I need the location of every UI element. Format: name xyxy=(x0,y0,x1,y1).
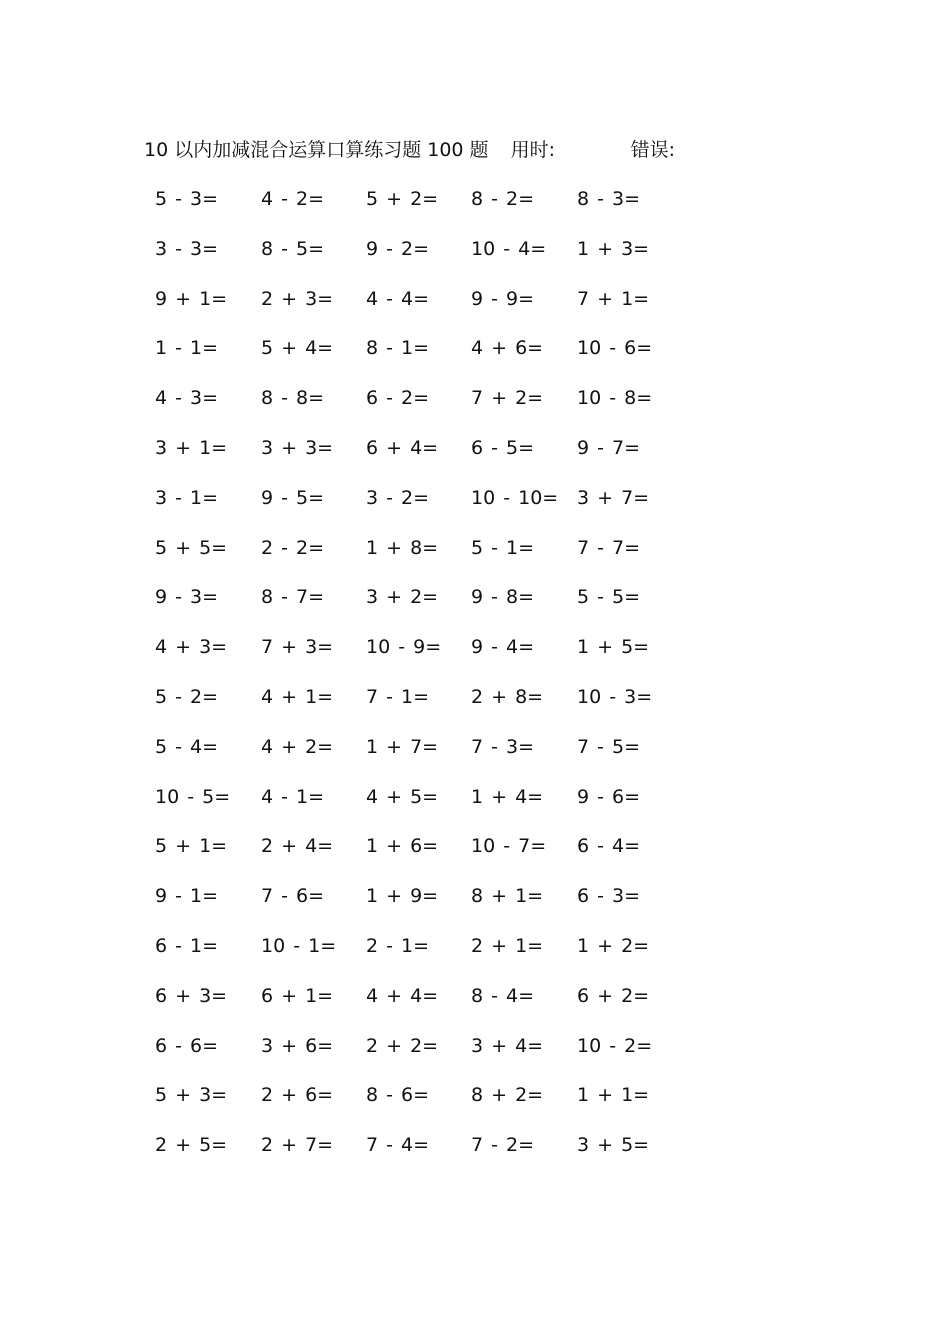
arithmetic-problem: 3 + 7= xyxy=(577,486,650,509)
arithmetic-problem: 6 + 1= xyxy=(261,984,334,1007)
arithmetic-problem: 2 + 2= xyxy=(366,1034,439,1057)
arithmetic-problem: 1 - 1= xyxy=(155,337,219,360)
arithmetic-problem: 9 - 7= xyxy=(577,436,641,459)
arithmetic-problem: 10 - 6= xyxy=(577,337,653,360)
arithmetic-problem: 7 + 2= xyxy=(471,387,544,410)
arithmetic-problem: 10 - 9= xyxy=(366,636,442,659)
arithmetic-problem: 9 - 1= xyxy=(155,885,219,908)
arithmetic-problem: 5 + 2= xyxy=(366,188,439,210)
arithmetic-problem: 6 + 4= xyxy=(366,436,439,459)
arithmetic-problem: 8 + 2= xyxy=(471,1084,544,1107)
arithmetic-problem: 4 + 2= xyxy=(261,735,334,758)
errors-label: 错误: xyxy=(630,139,675,161)
worksheet-title: 10 以内加减混合运算口算练习题 100 题 xyxy=(144,139,489,161)
arithmetic-problem: 3 + 1= xyxy=(155,436,228,459)
arithmetic-problem: 4 - 2= xyxy=(261,188,325,210)
arithmetic-problem: 10 - 2= xyxy=(577,1034,653,1057)
arithmetic-problem: 5 + 3= xyxy=(155,1084,228,1107)
arithmetic-problem: 7 - 4= xyxy=(366,1134,430,1157)
arithmetic-problem: 5 - 5= xyxy=(577,586,641,609)
arithmetic-problem: 10 - 3= xyxy=(577,685,653,708)
arithmetic-problem: 9 - 4= xyxy=(471,636,535,659)
arithmetic-problem: 5 + 5= xyxy=(155,536,228,559)
arithmetic-problem: 1 + 8= xyxy=(366,536,439,559)
arithmetic-problem: 6 - 4= xyxy=(577,835,641,858)
arithmetic-problem: 8 - 4= xyxy=(471,984,535,1007)
arithmetic-problem: 6 - 3= xyxy=(577,885,641,908)
arithmetic-problem: 8 - 2= xyxy=(471,188,535,210)
arithmetic-problem: 8 - 8= xyxy=(261,387,325,410)
arithmetic-problem: 3 + 2= xyxy=(366,586,439,609)
arithmetic-problem: 6 + 3= xyxy=(155,984,228,1007)
arithmetic-problem: 4 + 3= xyxy=(155,636,228,659)
arithmetic-problem: 2 + 1= xyxy=(471,934,544,957)
arithmetic-problem: 1 + 7= xyxy=(366,735,439,758)
arithmetic-problem: 4 - 3= xyxy=(155,387,219,410)
arithmetic-problem: 6 - 6= xyxy=(155,1034,219,1057)
arithmetic-problem: 7 + 3= xyxy=(261,636,334,659)
arithmetic-problem: 5 - 1= xyxy=(471,536,535,559)
arithmetic-problem: 9 + 1= xyxy=(155,287,228,310)
arithmetic-problem: 6 - 1= xyxy=(155,934,219,957)
arithmetic-problem: 6 + 2= xyxy=(577,984,650,1007)
arithmetic-problem: 3 + 3= xyxy=(261,436,334,459)
arithmetic-problem: 3 + 6= xyxy=(261,1034,334,1057)
arithmetic-problem: 9 - 3= xyxy=(155,586,219,609)
arithmetic-problem: 8 - 5= xyxy=(261,237,325,260)
arithmetic-problem: 6 - 5= xyxy=(471,436,535,459)
arithmetic-problem: 7 - 7= xyxy=(577,536,641,559)
arithmetic-problem: 10 - 7= xyxy=(471,835,547,858)
arithmetic-problem: 8 - 1= xyxy=(366,337,430,360)
arithmetic-problem: 5 + 4= xyxy=(261,337,334,360)
arithmetic-problem: 4 + 6= xyxy=(471,337,544,360)
arithmetic-problem: 1 + 5= xyxy=(577,636,650,659)
arithmetic-problem: 2 + 7= xyxy=(261,1134,334,1157)
arithmetic-problem: 3 + 4= xyxy=(471,1034,544,1057)
arithmetic-problem: 2 + 3= xyxy=(261,287,334,310)
arithmetic-problem: 2 - 1= xyxy=(366,934,430,957)
arithmetic-problem: 9 - 9= xyxy=(471,287,535,310)
time-used-label: 用时: xyxy=(510,139,555,161)
arithmetic-problem: 1 + 1= xyxy=(577,1084,650,1107)
arithmetic-problem: 7 + 1= xyxy=(577,287,650,310)
arithmetic-problem: 10 - 10= xyxy=(471,486,559,509)
arithmetic-problem: 7 - 1= xyxy=(366,685,430,708)
arithmetic-problem: 1 + 2= xyxy=(577,934,650,957)
arithmetic-problem: 4 - 1= xyxy=(261,785,325,808)
arithmetic-problem: 10 - 4= xyxy=(471,237,547,260)
arithmetic-problem: 2 + 5= xyxy=(155,1134,228,1157)
arithmetic-problem: 2 + 8= xyxy=(471,685,544,708)
arithmetic-problem: 9 - 2= xyxy=(366,237,430,260)
arithmetic-problem: 5 + 1= xyxy=(155,835,228,858)
arithmetic-problem: 5 - 2= xyxy=(155,685,219,708)
arithmetic-problem: 9 - 5= xyxy=(261,486,325,509)
arithmetic-problem: 5 - 3= xyxy=(155,188,219,210)
arithmetic-problem: 9 - 6= xyxy=(577,785,641,808)
arithmetic-problem: 4 + 1= xyxy=(261,685,334,708)
arithmetic-problem: 1 + 4= xyxy=(471,785,544,808)
arithmetic-problem: 10 - 5= xyxy=(155,785,231,808)
arithmetic-problem: 8 - 3= xyxy=(577,188,641,210)
arithmetic-problem: 10 - 8= xyxy=(577,387,653,410)
arithmetic-problem: 4 + 5= xyxy=(366,785,439,808)
arithmetic-problem: 1 + 3= xyxy=(577,237,650,260)
arithmetic-problem: 3 + 5= xyxy=(577,1134,650,1157)
arithmetic-problem: 5 - 4= xyxy=(155,735,219,758)
arithmetic-problem: 4 - 4= xyxy=(366,287,430,310)
arithmetic-problem: 2 - 2= xyxy=(261,536,325,559)
arithmetic-problem: 8 + 1= xyxy=(471,885,544,908)
arithmetic-problem: 6 - 2= xyxy=(366,387,430,410)
arithmetic-problem: 3 - 2= xyxy=(366,486,430,509)
arithmetic-problem: 3 - 1= xyxy=(155,486,219,509)
arithmetic-problem: 8 - 7= xyxy=(261,586,325,609)
arithmetic-problem: 7 - 6= xyxy=(261,885,325,908)
arithmetic-problem: 4 + 4= xyxy=(366,984,439,1007)
arithmetic-problem: 7 - 5= xyxy=(577,735,641,758)
arithmetic-problem: 8 - 6= xyxy=(366,1084,430,1107)
arithmetic-problem: 7 - 3= xyxy=(471,735,535,758)
arithmetic-problem: 1 + 6= xyxy=(366,835,439,858)
arithmetic-problem: 3 - 3= xyxy=(155,237,219,260)
arithmetic-problem: 2 + 4= xyxy=(261,835,334,858)
arithmetic-problem: 9 - 8= xyxy=(471,586,535,609)
worksheet-header xyxy=(144,136,675,164)
arithmetic-problem: 10 - 1= xyxy=(261,934,337,957)
arithmetic-problem: 7 - 2= xyxy=(471,1134,535,1157)
arithmetic-problem: 1 + 9= xyxy=(366,885,439,908)
arithmetic-problem: 2 + 6= xyxy=(261,1084,334,1107)
